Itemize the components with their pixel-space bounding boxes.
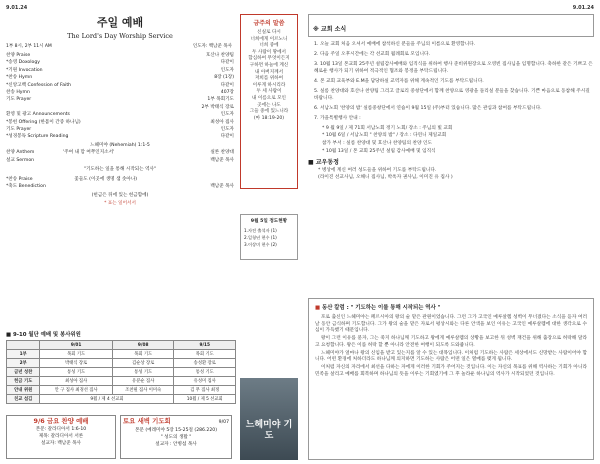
news-item: 6. 서남노회 '찬양의 밤' 실롬중창단에서 연습이 9월 15일 (주)부터 있습니다. 많은 관심과 참여를 부탁드립니다. bbox=[314, 105, 542, 111]
anthem-row bbox=[6, 149, 234, 156]
order-item bbox=[6, 67, 234, 74]
table-cell: 박태식 장로 bbox=[40, 359, 113, 368]
anthem-by: 실론 찬양대 bbox=[210, 150, 234, 156]
order-item-label: *신앙고백 Confession of Faith bbox=[6, 82, 72, 88]
verse-ref: (마 18:19-20) bbox=[253, 115, 285, 121]
table-row: 친교 섬김 9월 / 제 4 선교회 10월 / 제 5 선교회 bbox=[7, 395, 236, 404]
table-cell: 목회 기도 bbox=[174, 350, 236, 359]
news-item: 1. 오늘 교회 처음 오셔서 예배에 참석하신 분들을 주님의 이름으로 환영합니다. bbox=[314, 42, 476, 47]
order-item-label: *축도 Benediction bbox=[6, 183, 46, 189]
table-header bbox=[7, 341, 40, 350]
duty-table bbox=[6, 340, 236, 404]
verse-box-title: 금주의 말씀 bbox=[253, 20, 285, 27]
order-item bbox=[6, 111, 234, 118]
order-item-desc bbox=[115, 96, 193, 103]
order-item-desc bbox=[115, 74, 193, 81]
verse-line: 두 세 사람이 bbox=[256, 89, 282, 95]
members-list bbox=[308, 168, 594, 181]
order-item-leader: 407장 bbox=[220, 90, 234, 96]
verse-line: 그들 중에 있느니라 bbox=[249, 109, 289, 115]
table-cell: 목회 기도 bbox=[40, 350, 113, 359]
news-list bbox=[308, 42, 594, 155]
column-essay-panel bbox=[308, 298, 594, 460]
saturday-line: 본문 (예레미야 5장 15-25절 (286.220) bbox=[135, 428, 217, 433]
friday-line: 제목: 갈라디아서 서론 bbox=[38, 434, 84, 439]
table-cell: 김순상 장로 bbox=[112, 359, 174, 368]
saturday-line: " 성도의 생활 " bbox=[160, 435, 192, 440]
service-subtitle: The Lord's Day Worship Service bbox=[67, 32, 173, 40]
book-cover-image bbox=[240, 378, 298, 460]
table-header: 9/08 bbox=[112, 341, 174, 350]
offering-note: (헌금은 뒤에 있는 헌금함에) bbox=[91, 193, 149, 199]
order-item bbox=[6, 96, 234, 103]
friday-line: 설교자: 백남준 목사 bbox=[41, 441, 81, 446]
weekly-verse-box bbox=[240, 14, 298, 189]
date-left: 9.01.24 bbox=[6, 5, 28, 11]
order-item-desc bbox=[115, 133, 193, 140]
members-line: (라이진 선교사님, 오해니 집사님, 박옥자 권사님, 이미진 유 집사 ) bbox=[318, 174, 453, 180]
table-header: 9/01 bbox=[40, 341, 113, 350]
table-cell: 1부 bbox=[7, 350, 40, 359]
verse-line: 내 이름으로 모인 bbox=[252, 95, 286, 101]
table-row bbox=[7, 368, 236, 377]
friday-details bbox=[9, 426, 113, 447]
news-item: 참가 부서 : 실롬 찬양대 및 호산나 찬양팀의 찬양 인도 bbox=[322, 141, 433, 147]
order-item-desc bbox=[115, 111, 193, 118]
table-cell: 안내 위원 bbox=[7, 386, 40, 395]
order-item-leader: 인도자 bbox=[220, 67, 234, 73]
members-title: ■ 교우동정 bbox=[308, 159, 339, 167]
anthem-title: '주여 내 맘 여쭈인지소서' bbox=[63, 150, 115, 156]
order-item-label: *찬송 Hymn bbox=[6, 75, 33, 81]
order-item-desc bbox=[115, 67, 193, 74]
table-cell: 목회 기도 bbox=[112, 350, 174, 359]
attendance-item: 1.자전 출석자 (1) bbox=[244, 228, 277, 233]
attendance-item: 3.이상미 현수 (2) bbox=[244, 242, 277, 247]
table-cell: 유분순 집사 bbox=[112, 377, 174, 386]
order-item bbox=[6, 89, 234, 96]
table-cell: 김 무 집사 최정 bbox=[174, 386, 236, 395]
table-header: 9/15 bbox=[174, 341, 236, 350]
news-item: * 10월 6일 / 서남노회 " 찬양의 밤" / 장소 : 다윈니 제일교회 bbox=[322, 133, 447, 139]
table-cell: 헌금 기도 bbox=[7, 377, 40, 386]
order-item-leader: 인도자 bbox=[220, 127, 234, 133]
essay-paragraph: 포로 출신인 느헤미야는 페르시아의 왕의 술 맡은 관원이었습니다. 그런 그가 고국인 예루살렘 성벽이 무너졌다는 소식을 듣자 여러 날 동안 금식하며 기도합니다. 그가 왕의 술을 맡은 자로서 평상시와는 다른 안색을 보인 이유는 고국인 예루살렘에 대한 생각으로 수심이 가득했기 때문입니다. bbox=[315, 315, 587, 334]
order-item bbox=[6, 126, 234, 133]
order-item-label: 찬송 Hymn bbox=[6, 90, 30, 96]
order-item-leader: 2부 박태식 장로 bbox=[201, 104, 234, 110]
order-item-leader: 최성아 집사 bbox=[210, 119, 234, 125]
order-of-worship bbox=[6, 52, 234, 141]
saturday-line: 설교자 : 안병섭 목사 bbox=[155, 442, 197, 447]
news-item: 2. 다음 주일 오후시간에는 각 선교회 월례회로 모입니다. bbox=[314, 52, 431, 58]
order-item-leader: 다같이 bbox=[220, 134, 234, 140]
duty-table-title: ■ 9-10 월단 예배 및 봉사위원 bbox=[6, 332, 81, 338]
order-item bbox=[6, 119, 234, 126]
table-row bbox=[7, 350, 236, 359]
order-item-leader: 백남준 목사 bbox=[210, 183, 234, 189]
news-item: * 9 월 9일 / 제 71회 서남노회 정기 노회/ 장소 : 주님의 빛 교회 bbox=[322, 125, 453, 131]
verse-line: 너희 중에 bbox=[259, 43, 279, 49]
order-item bbox=[6, 59, 234, 66]
attendance-title: 9월 5일 정도현황 bbox=[250, 219, 288, 224]
order-item-desc bbox=[115, 126, 193, 133]
table-cell: 송성환 장로 bbox=[174, 359, 236, 368]
table-cell: 안 구 집사 최경선 집사 bbox=[40, 386, 113, 395]
essay-body bbox=[315, 315, 587, 378]
table-row bbox=[7, 377, 236, 386]
table-cell: 금년 성찬 bbox=[7, 368, 40, 377]
sermon-label: 설교 Sermon bbox=[6, 157, 35, 163]
saturday-title: 토요 새벽 기도회 bbox=[123, 417, 171, 425]
friday-title: 9/6 금요 찬양 예배 bbox=[33, 417, 89, 425]
verse-line: 이루게 하시리라 bbox=[252, 82, 286, 88]
order-item-desc bbox=[115, 89, 193, 96]
members-line: * 병상에 계신 여러 성도들을 위하여 기도를 부탁드립니다. bbox=[318, 168, 437, 174]
verse-line: 두 사람이 땅에서 bbox=[252, 49, 286, 55]
verse-line: 곳에는 나도 bbox=[257, 102, 281, 108]
duty-table-panel bbox=[6, 330, 236, 404]
saturday-prayer-box bbox=[120, 415, 232, 459]
table-cell: 최성아 집사 bbox=[40, 377, 113, 386]
order-item-label: *성경봉독 Scripture Reading bbox=[6, 134, 69, 140]
order-item bbox=[6, 176, 234, 183]
verse-text bbox=[243, 30, 295, 116]
service-title: 주일 예배 bbox=[96, 16, 144, 29]
order-item-label bbox=[6, 104, 115, 111]
order-item-leader: 1부 목회기도 bbox=[207, 97, 234, 103]
order-item bbox=[6, 52, 234, 59]
essay-heading: ■ 동산 칼럼 : " 기도하는 이를 통해 시작되는 역사 " bbox=[315, 305, 441, 311]
verse-line: 저희를 위하여 bbox=[254, 76, 284, 82]
table-row bbox=[7, 386, 236, 395]
table-cell: 조찬필 집사 이미숙 bbox=[112, 386, 174, 395]
news-header bbox=[308, 14, 594, 37]
order-item-leader: 다같이 bbox=[220, 82, 234, 88]
anthem-label: 찬양 Anthem bbox=[6, 150, 35, 156]
order-item-leader: 8장 (1장) bbox=[214, 75, 234, 81]
order-item-desc: 꽃들도 (이곳에 생명 샘 솟아나) bbox=[74, 176, 138, 182]
verse-line: 구하면 하늘에 계신 bbox=[249, 62, 289, 68]
essay-paragraph: 느헤미야가 얼마나 왕의 신임을 받고 있는지를 알 수 있는 대목입니다. 이처럼 기도하는 사람은 세상에서도 신망받는 사람이어야 합니다. 어떤 환경에 처하더라도 하나님께 의지하면 기도하는 사람은 어떤 일은 열매를 맺게 됩니다. bbox=[315, 350, 587, 363]
order-item-desc bbox=[115, 104, 193, 111]
order-item-label: 기도 Prayer bbox=[6, 127, 32, 133]
order-item-desc bbox=[115, 119, 193, 126]
order-item bbox=[6, 82, 234, 89]
order-item-leader bbox=[184, 176, 234, 183]
news-item: 3. 10월 13일 본교회 25주년 설립감사예배와 임직식을 위하여 행사 준비위원장으로 오영빈 집사님을 임명합니다. 축하한 같은 기쁘고 은혜로운 행사가 되기 위하여 적극적인 협조와 봉정을 부탁드립니다. bbox=[314, 62, 593, 74]
table-cell: 통성 기도 bbox=[40, 368, 113, 377]
order-item-label: 찬양 Praise bbox=[6, 53, 31, 58]
order-item-label: 기도 Prayer bbox=[6, 97, 32, 103]
order-item-label: *기원 Invocation bbox=[6, 67, 43, 73]
church-news-panel bbox=[308, 14, 594, 181]
service-time: 1부 8시, 2부 11시 AM bbox=[6, 44, 52, 49]
attendance-box bbox=[240, 214, 298, 260]
book-caption: 느헤미야 기도 bbox=[245, 420, 293, 441]
table-cell: 유성미 집사 bbox=[174, 377, 236, 386]
essay-paragraph: 이처럼 자신의 자리에서 최선을 다하는 자에게 이러한 기회가 주어지는 것입니다. 이는 자신의 목표를 위해 역사하는 기회가 아니라 민족을 살리고 예배를 회복하며 하나님의 뜻을 이루는 기회였기에 그 후 놀라운 하나님의 역사가 시작되었던 것입니다. bbox=[315, 364, 587, 377]
order-item-label: *찬송 Praise bbox=[6, 176, 33, 182]
order-item-leader: 인도자 bbox=[220, 112, 234, 118]
standing-note: * 표는 일어서서 bbox=[104, 200, 136, 206]
table-cell: 통성 기도 bbox=[174, 368, 236, 377]
attendance-item: 2.일청년 현수 (1) bbox=[244, 235, 277, 240]
essay-paragraph: 왕이 그런 이유를 묻자, 그는 죽지 하나님께 기도하고 왕에게 예루살렘의 상황을 보고한 뒤 성벽 재건을 위해 출장으로 허락해 달라고 요청합니다. 왕은 이를 허락 할 뿐 아니라 안전한 여행이 되도록 도와줍니다. bbox=[315, 336, 587, 348]
order-item-desc bbox=[115, 59, 193, 66]
order-item-desc bbox=[74, 183, 183, 190]
order-item bbox=[6, 183, 234, 190]
order-item-leader: 다같이 bbox=[220, 60, 234, 66]
sermon-title: "기도하는 일을 통해 시작되는 역사" bbox=[83, 167, 157, 173]
table-cell: 통성 기도 bbox=[112, 368, 174, 377]
order-item bbox=[6, 133, 234, 140]
verse-line: 너희에게 이르노니 bbox=[250, 36, 288, 42]
order-item-label: 환영 및 광고 Announcements bbox=[6, 112, 70, 118]
worship-service-panel bbox=[6, 14, 234, 319]
order-item-label: *봉헌 Offering (한몸이 간증 하나님) bbox=[6, 119, 81, 125]
news-item: 5. 실롬 찬양대와 호산나 찬양팀 그리고 글로리 중창단에서 함께 찬양으로 영광을 돌리실 분들을 찾습니다. 기쁜 마음으로 동참해 주시길 바랍니다. bbox=[314, 88, 590, 101]
scripture-ref: 느헤미야 (Nehemiah) 1:1-5 bbox=[90, 142, 150, 148]
verse-line: 합심하여 무엇이든지 bbox=[248, 56, 290, 62]
friday-line: 본문: 갈라디아서 1:6-10 bbox=[35, 427, 87, 432]
sermon-by: 백남준 목사 bbox=[210, 157, 234, 163]
verse-line: 내 아버지께서 bbox=[254, 69, 284, 75]
table-cell: 2부 bbox=[7, 359, 40, 368]
order-item-label: *송영 Doxology bbox=[6, 60, 40, 66]
sermon-row bbox=[6, 157, 234, 164]
attendance-list bbox=[244, 227, 294, 248]
news-item: 7. 가을특별행사 안내 : bbox=[314, 115, 361, 121]
saturday-details bbox=[123, 427, 229, 448]
order-item-desc bbox=[115, 52, 193, 59]
order-item-leader: 호산나 찬양팀 bbox=[205, 53, 234, 58]
order-of-worship-closing bbox=[6, 176, 234, 191]
verse-line: 신실로 다시 bbox=[257, 30, 281, 35]
order-item-desc bbox=[115, 82, 193, 89]
saturday-date: 9/07 bbox=[218, 420, 229, 425]
service-presider: 인도자: 백남준 목사 bbox=[192, 44, 232, 49]
news-title: ※ 교회 소식 bbox=[313, 26, 347, 33]
date-right: 9.01.24 bbox=[572, 5, 594, 11]
table-row bbox=[7, 359, 236, 368]
news-item: 4. 본 교회 교육부와 E.M을 담당하실 교역자를 위해 계속적인 기도를 부탁드립니다. bbox=[314, 78, 484, 84]
friday-service-box bbox=[6, 415, 116, 459]
news-item: * 10월 13일 / 본 교회 25주년 설립 감사예배 및 임직식 bbox=[322, 148, 436, 154]
order-item bbox=[6, 104, 234, 111]
order-item bbox=[6, 74, 234, 81]
